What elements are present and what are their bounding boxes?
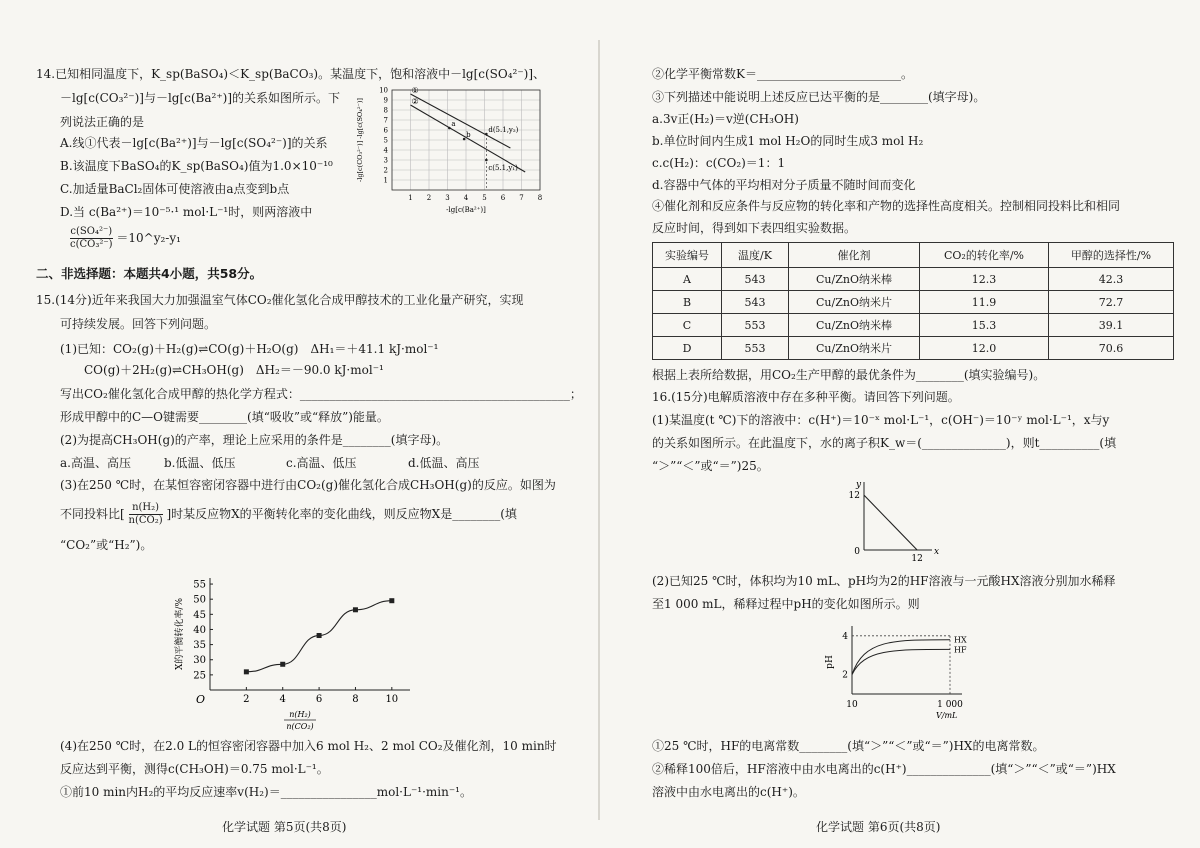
q15-line10: “CO₂”或“H₂”)。 [60, 538, 153, 552]
table-cell: D [653, 337, 722, 360]
x-tick-label: 2 [426, 194, 432, 202]
q15-part4-line5: 反应时间，得到如下表四组实验数据。 [652, 221, 857, 235]
x-axis-label: -lg[c(Ba²⁺)] [446, 206, 486, 214]
y-tick-label: 9 [383, 96, 388, 105]
table-cell: C [653, 314, 722, 337]
q16-line3: 的关系如图所示。在此温度下，水的离子积K_w＝(______________)，则t__________(填 [652, 436, 1117, 450]
x-axis-label-numerator: n(H₂) [289, 710, 311, 719]
q14-option-d-fraction [70, 226, 181, 251]
q15-option-b: b.低温、低压 [164, 456, 236, 470]
fraction-denominator: c(CO₃²⁻) [70, 239, 113, 250]
q16-line5: (2)已知25 ℃时，体积均为10 mL、pH均为2的HF溶液与一元酸HX溶液分别加水稀释 [652, 574, 1116, 588]
right-page [602, 0, 1200, 848]
q15-line2: 可持续发展。回答下列问题。 [60, 317, 217, 331]
x-axis-label: x [934, 547, 940, 557]
point-label: a [451, 120, 456, 128]
q15-line4: CO(g)＋2H₂(g)⇌CH₃OH(g) ΔH₂＝－90.0 kJ·mol⁻¹ [84, 363, 384, 377]
y-axis-label: X的平衡转化率/% [175, 598, 185, 670]
q15-option-a2: a.3v正(H₂)＝v逆(CH₃OH) [652, 112, 799, 126]
left-page [0, 0, 598, 848]
data-point [485, 133, 488, 136]
table-cell: Cu/ZnO纳米片 [789, 337, 920, 360]
x-tick-label: 4 [279, 694, 286, 705]
q15-option-d: d.低温、高压 [408, 456, 480, 470]
origin-label: 0 [854, 547, 860, 557]
y-tick-label: 2 [842, 670, 848, 681]
data-point [280, 662, 285, 667]
data-point [389, 598, 394, 603]
x-tick-label: 4 [463, 194, 469, 202]
relation-line [864, 495, 917, 550]
x-tick-label: 8 [537, 194, 543, 202]
q15-chart [170, 570, 430, 740]
y-tick-label: 45 [193, 609, 206, 621]
q14-option-c: C.加适量BaCl₂固体可使溶液由a点变到b点 [60, 182, 290, 196]
table-cell: 42.3 [1049, 268, 1174, 291]
y-tick-label: 2 [383, 166, 388, 175]
y-axis-label: -lg[c(CO₃²⁻)] -lg[c(SO₄²⁻)] [356, 98, 364, 182]
q14-line2: －lg[c(CO₃²⁻)]与－lg[c(Ba²⁺)]的关系如图所示。下 [60, 91, 341, 105]
table-cell: 39.1 [1049, 314, 1174, 337]
q15-part4-line2: ②化学平衡常数K＝________________________。 [652, 67, 913, 81]
section-2-heading: 二、非选择题：本题共4小题，共58分。 [36, 266, 263, 281]
q15-line7: (2)为提高CH₃OH(g)的产率，理论上应采用的条件是________(填字母)。 [60, 433, 449, 447]
y-tick-label: 40 [193, 624, 206, 636]
series-label: ② [411, 97, 419, 106]
q15-line12: 反应达到平衡，测得c(CH₃OH)＝0.75 mol·L⁻¹。 [60, 762, 329, 776]
x-tick-label: 3 [445, 194, 450, 202]
y-tick-label: 30 [193, 655, 206, 667]
feed-ratio-fraction [129, 502, 163, 527]
table-header: 催化剂 [789, 243, 920, 268]
q16-line2: (1)某温度(t ℃)下的溶液中：c(H⁺)＝10⁻ˣ mol·L⁻¹，c(OH⁻)＝10⁻ʸ mol·L⁻¹，x与y [652, 413, 1110, 427]
fraction-tail: ＝10^y₂-y₁ [116, 231, 181, 245]
x-tick-label: 10 [846, 700, 858, 710]
table-cell: 15.3 [920, 314, 1049, 337]
x-axis-label: V/mL [936, 711, 958, 720]
q15-line11: (4)在250 ℃时，在2.0 L的恒容密闭容器中加入6 mol H₂、2 mol CO₂及催化剂，10 min时 [60, 739, 557, 753]
table-header-row [653, 243, 1174, 268]
q14-option-b: B.该温度下BaSO₄的K_sp(BaSO₄)值为1.0×10⁻¹⁰ [60, 159, 333, 173]
y-axis-label: y [856, 480, 862, 490]
q15-line9 [60, 502, 517, 527]
y-tick-label: 7 [383, 116, 388, 125]
data-point [353, 607, 358, 612]
table-cell: 12.3 [920, 268, 1049, 291]
x-tick-label: 2 [243, 694, 250, 705]
ph-curve [852, 649, 950, 674]
table-cell: 72.7 [1049, 291, 1174, 314]
q14-chart-plot [356, 86, 542, 214]
y-tick-label: 25 [193, 670, 206, 682]
x-tick-label: 5 [482, 194, 487, 202]
x-tick-label: 1 [408, 194, 413, 202]
fraction-denominator: n(CO₂) [128, 515, 163, 526]
y-tick-label: 8 [383, 106, 388, 115]
table-cell: 543 [722, 291, 789, 314]
q15-option-c2: c.c(H₂)：c(CO₂)＝1：1 [652, 156, 786, 170]
q15-option-d2: d.容器中气体的平均相对分子质量不随时间而变化 [652, 178, 916, 192]
data-point [463, 138, 466, 141]
q16-ph-chart-plot [825, 626, 967, 720]
series-label: ① [411, 86, 419, 95]
table-cell: 70.6 [1049, 337, 1174, 360]
table-header: 实验编号 [653, 243, 722, 268]
q15-line9-start: 不同投料比[ [60, 507, 125, 521]
table-cell: A [653, 268, 722, 291]
table-cell: Cu/ZnO纳米棒 [789, 268, 920, 291]
table-cell: 12.0 [920, 337, 1049, 360]
y-tick-label: 50 [193, 594, 206, 606]
data-point [317, 633, 322, 638]
table-cell: 553 [722, 337, 789, 360]
table-cell: 543 [722, 268, 789, 291]
q16-xy-chart [842, 476, 942, 568]
q15-line13: ①前10 min内H₂的平均反应速率v(H₂)＝________________mol·L⁻¹·min⁻¹。 [60, 785, 472, 799]
data-point [485, 159, 488, 162]
x-tick-label: 1 000 [937, 700, 963, 710]
q16-line9: 溶液中由水电离出的c(H⁺)。 [652, 785, 805, 799]
data-point [244, 669, 249, 674]
table-row [653, 314, 1174, 337]
q16-line8: ②稀释100倍后，HF溶液中由水电离出的c(H⁺)______________(填“＞”“＜”或“＝”)HX [652, 762, 1116, 776]
ph-curve [852, 640, 950, 675]
q15-chart-plot [173, 578, 410, 731]
table-cell: 553 [722, 314, 789, 337]
x-tick-label: 10 [385, 694, 399, 705]
y-tick-label: 35 [193, 640, 206, 652]
table-header: 甲醇的选择性/% [1049, 243, 1174, 268]
right-page-footer: 化学试题 第6页(共8页) [816, 820, 941, 834]
page-fold [598, 40, 600, 820]
point-label: d(5.1,y₂) [488, 126, 519, 134]
y-tick-label: 4 [842, 631, 848, 642]
q15-part4-line4: ④催化剂和反应条件与反应物的转化率和产物的选择性高度相关。控制相同投料比和相同 [652, 199, 1121, 213]
x-tick-label: 6 [500, 194, 506, 202]
y-tick-label: 4 [383, 146, 388, 155]
y-tick-label: 1 [383, 176, 388, 185]
y-tick-label: 3 [383, 156, 388, 165]
q16-line7: ①25 ℃时，HF的电离常数________(填“＞”“＜”或“＝”)HX的电离常数。 [652, 739, 1045, 753]
x-tick-label: 12 [911, 554, 923, 564]
ratio-fraction [70, 226, 113, 251]
y-tick-label: 6 [383, 126, 388, 135]
y-axis-label: pH [825, 655, 835, 669]
data-point [448, 127, 451, 130]
q16-line4: “＞”“＜”或“＝”)25。 [652, 459, 769, 473]
table-cell: B [653, 291, 722, 314]
q15-line6: 形成甲醇中的C—O键需要________(填“吸收”或“释放”)能量。 [60, 410, 389, 424]
q15-line8: (3)在250 ℃时，在某恒容密闭容器中进行由CO₂(g)催化氢化合成CH₃OH(g)的反应。如图为 [60, 478, 556, 492]
y-tick-label: 55 [193, 579, 206, 591]
q15-part4-line3: ③下列描述中能说明上述反应已达平衡的是________(填字母)。 [652, 90, 986, 104]
q15-option-b2: b.单位时间内生成1 mol H₂O的同时生成3 mol H₂ [652, 134, 924, 148]
table-cell: 11.9 [920, 291, 1049, 314]
table-header: CO₂的转化率/% [920, 243, 1049, 268]
origin-label: O [196, 693, 206, 706]
table-row [653, 291, 1174, 314]
q15-line1: 15.(14分)近年来我国大力加强温室气体CO₂催化氢化合成甲醇技术的工业化量产研究，实现 [36, 293, 524, 307]
point-label: b [466, 131, 471, 139]
x-tick-label: 6 [315, 694, 323, 705]
point-label: c(5.1,y₁) [488, 164, 518, 172]
x-tick-label: 7 [519, 194, 524, 202]
q16-line1: 16.(15分)电解质溶液中存在多种平衡。请回答下列问题。 [652, 390, 960, 404]
fraction-numerator: n(H₂) [129, 502, 163, 515]
y-tick-label: 10 [379, 86, 388, 95]
left-page-footer: 化学试题 第5页(共8页) [222, 820, 347, 834]
q16-ph-chart [822, 622, 982, 730]
q14-option-a: A.线①代表－lg[c(Ba²⁺)]与－lg[c(SO₄²⁻)]的关系 [60, 136, 328, 150]
q14-option-d: D.当 c(Ba²⁺)＝10⁻⁵·¹ mol·L⁻¹时，则两溶液中 [60, 205, 313, 219]
y-tick-label: 12 [848, 491, 860, 502]
table-row [653, 268, 1174, 291]
x-tick-label: 8 [352, 694, 359, 705]
q16-xy-chart-plot [849, 480, 940, 564]
q15-line5: 写出CO₂催化氢化合成甲醇的热化学方程式：_____________________________________________； [60, 387, 582, 401]
series-label: HX [954, 635, 967, 645]
q16-line6: 至1 000 mL，稀释过程中pH的变化如图所示。则 [652, 597, 920, 611]
q15-option-a: a.高温、高压 [60, 456, 131, 470]
x-axis-label-denominator: n(CO₂) [286, 722, 314, 731]
table-cell: Cu/ZnO纳米棒 [789, 314, 920, 337]
table-row [653, 337, 1174, 360]
q15-line3: (1)已知：CO₂(g)＋H₂(g)⇌CO(g)＋H₂O(g) ΔH₁＝＋41.1 kJ·mol⁻¹ [60, 342, 439, 356]
series-label: HF [954, 645, 967, 655]
q14-line1: 14.已知相同温度下，K_sp(BaSO₄)＜K_sp(BaCO₃)。某温度下，饱和溶液中－lg[c(SO₄²⁻)]、 [36, 67, 546, 81]
table-cell: Cu/ZnO纳米片 [789, 291, 920, 314]
q15-option-c: c.高温、低压 [286, 456, 357, 470]
q14-chart [350, 86, 550, 216]
table-header: 温度/K [722, 243, 789, 268]
q15-line9-end: ]时某反应物X的平衡转化率的变化曲线，则反应物X是________(填 [166, 507, 517, 521]
y-tick-label: 5 [383, 136, 388, 145]
q14-line3: 列说法正确的是 [60, 115, 145, 129]
fraction-numerator: c(SO₄²⁻) [70, 226, 113, 237]
experiment-table [652, 242, 1174, 360]
q15-part4-line6: 根据上表所给数据，用CO₂生产甲醇的最优条件为________(填实验编号)。 [652, 368, 1046, 382]
